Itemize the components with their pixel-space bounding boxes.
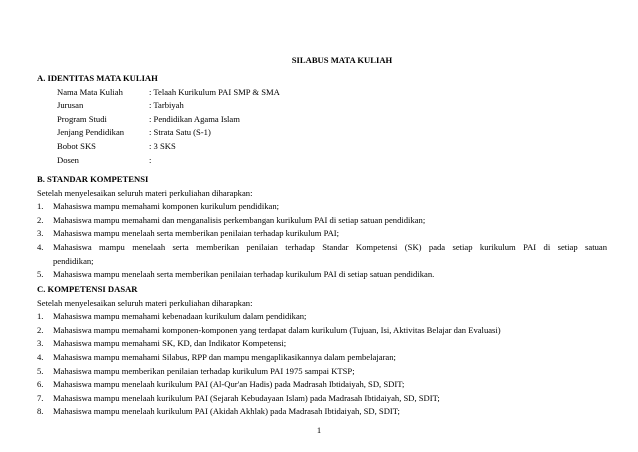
section-standar-kompetensi (37, 173, 607, 282)
identity-row: Jenjang Pendidikan : Strata Satu (S-1) (57, 127, 211, 138)
list-item: 2. Mahasiswa mampu memahami dan menganalisis perkembangan kurikulum PAI di setiap satuan pendidikan; (37, 214, 426, 225)
list-item: 1. Mahasiswa mampu memahami kebenadaan kurikulum dalam pendidikan; (37, 311, 307, 322)
section-c-intro: Setelah menyelesaikan seluruh materi perkuliahan diharapkan: (37, 297, 253, 308)
list-item: 3. Mahasiswa mampu memahami SK, KD, dan Indikator Kompetensi; (37, 338, 287, 349)
list-item: 4. Mahasiswa mampu menelaah serta memberikan penilaian terhadap Standar Kompetensi (SK) pada setiap kurikulum PAI di setiap satuan pendidikan; (37, 241, 607, 266)
page-number: 1 (316, 425, 322, 435)
section-a-heading: A. IDENTITAS MATA KULIAH (37, 73, 158, 83)
section-b-intro: Setelah menyelesaikan seluruh materi perkuliahan diharapkan: (37, 187, 253, 198)
kompetensi-dasar-list (37, 310, 607, 419)
list-item: 4. Mahasiswa mampu memahami Silabus, RPP dan mampu mengaplikasikannya dalam pembelajaran; (37, 351, 396, 362)
list-item: 1. Mahasiswa mampu memahami komponen kurikulum pendidikan; (37, 201, 280, 212)
section-kompetensi-dasar (37, 283, 607, 419)
list-item: 7. Mahasiswa mampu menelaah kurikulum PAI (Sejarah Kebudayaan Islam) pada Madrasah Ibtidaiyah, SD, SDIT; (37, 392, 440, 403)
identity-row: Jurusan : Tarbiyah (57, 100, 184, 111)
list-item: 5. Mahasiswa mampu menelaah serta memberikan penilaian terhadap kurikulum PAI di setiap satuan pendidikan. (37, 269, 435, 280)
section-b-heading: B. STANDAR KOMPETENSI (37, 174, 149, 184)
identity-row: Program Studi : Pendidikan Agama Islam (57, 113, 240, 124)
list-item: 5. Mahasiswa mampu memberikan penilaian terhadap kurikulum PAI 1975 sampai KTSP; (37, 365, 355, 376)
section-identitas (37, 72, 607, 167)
list-item: 8. Mahasiswa mampu menelaah kurikulum PAI (Akidah Akhlak) pada Madrasah Ibtidaiyah, SD, SDIT; (37, 406, 400, 417)
document-title: SILABUS MATA KULIAH (291, 55, 393, 65)
standar-kompetensi-list (37, 200, 607, 282)
identity-row: Dosen : (57, 154, 152, 165)
section-c-heading: C. KOMPETENSI DASAR (37, 284, 138, 294)
list-item: 2. Mahasiswa mampu memahami komponen-komponen yang terdapat dalam kurikulum (Tujuan, Isi, Aktivitas Belajar dan Evaluasi) (37, 324, 501, 335)
identity-row: Bobot SKS : 3 SKS (57, 140, 176, 151)
list-item: 6. Mahasiswa mampu menelaah kurikulum PAI (Al-Qur'an Hadis) pada Madrasah Ibtidaiyah, SD, SDIT; (37, 379, 405, 390)
list-item: 3. Mahasiswa mampu menelaah serta memberikan penilaian terhadap kurikulum PAI; (37, 228, 340, 239)
identity-row: Nama Mata Kuliah : Telaah Kurikulum PAI SMP & SMA (57, 86, 280, 97)
